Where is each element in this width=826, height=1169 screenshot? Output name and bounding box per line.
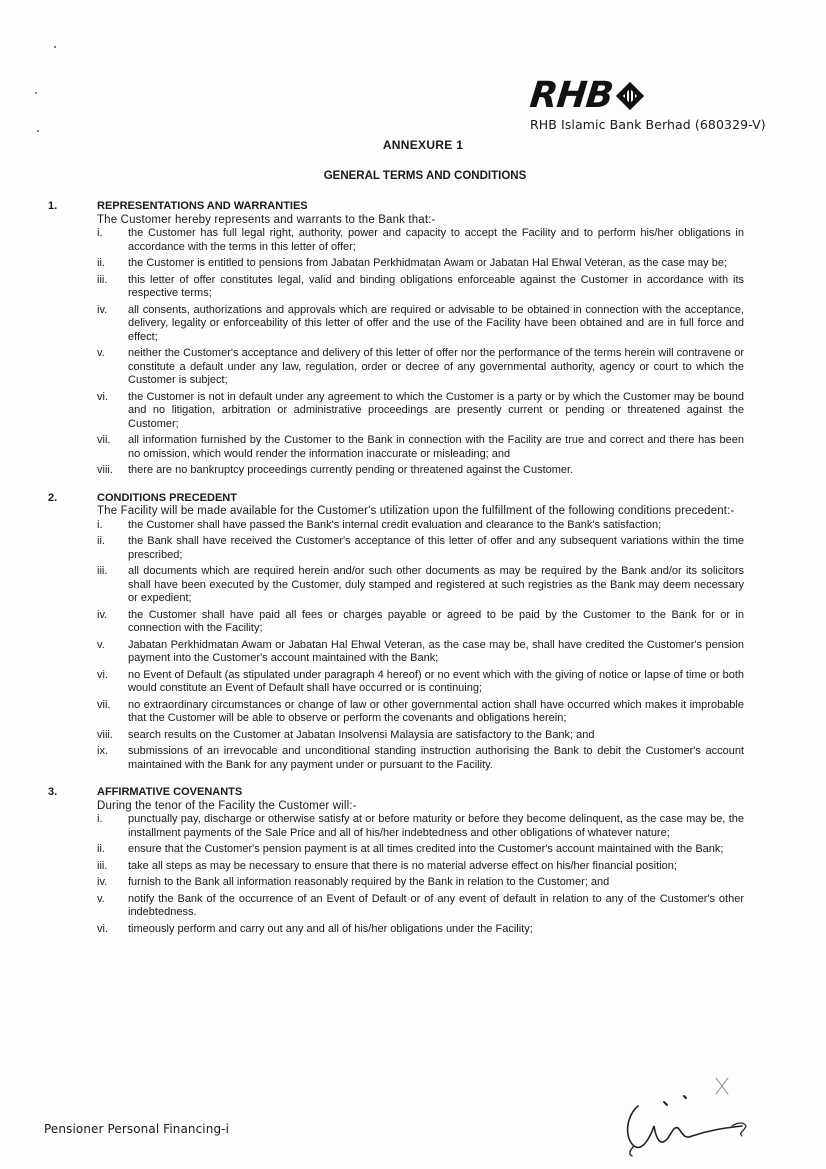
clause-numeral: viii. xyxy=(97,464,113,476)
section-heading: AFFIRMATIVE COVENANTS xyxy=(97,786,243,798)
document-subtitle: GENERAL TERMS AND CONDITIONS xyxy=(323,170,527,182)
clause-item xyxy=(97,274,744,301)
scan-speck xyxy=(37,130,39,132)
clause-text: no Event of Default (as stipulated under paragraph 4 hereof) or no event which with the giving of notice or lapse of time or both would constitute an Event of Default shall have occurred or is continuing; xyxy=(128,668,744,694)
clause-text: furnish to the Bank all information reasonably required by the Bank in relation to the Customer; and xyxy=(128,876,610,888)
clause-item xyxy=(97,639,744,666)
clause-item xyxy=(97,876,744,890)
clause-numeral: i. xyxy=(97,518,103,531)
section-heading: REPRESENTATIONS AND WARRANTIES xyxy=(97,200,308,212)
clause-item xyxy=(97,893,744,920)
clause-numeral: iii. xyxy=(97,565,108,577)
clause-text: all documents which are required herein and/or such other documents as may be required by the Bank and/or its solicitors shall have been executed by the Customer, duly stamped and registered at such registries as the Bank may deem necessary or expedient; xyxy=(128,565,744,604)
section-number: 1. xyxy=(48,200,58,212)
bank-logo xyxy=(527,75,766,132)
clause-item xyxy=(97,609,744,636)
clause-item xyxy=(97,699,744,726)
clause-text: submissions of an irrevocable and unconditional standing instruction authorising the Bank to debit the Customer's account maintained with the Bank for any payment under or pursuant to the Facility. xyxy=(128,745,744,771)
clause-numeral: v. xyxy=(97,347,105,359)
clause-numeral: iii. xyxy=(97,859,108,872)
clause-numeral: iii. xyxy=(97,273,108,286)
clause-numeral: ii. xyxy=(97,843,105,855)
clause-numeral: v. xyxy=(97,638,105,651)
clause-text: take all steps as may be necessary to ensure that there is no material adverse effect on his/her financial position; xyxy=(128,859,677,872)
clause-numeral: ix. xyxy=(97,745,108,757)
scan-speck xyxy=(35,92,37,94)
clause-item xyxy=(97,669,744,696)
clause-text: neither the Customer's acceptance and delivery of this letter of offer nor the performance of the terms herein will contravene or constitute a default under any law, regulation, order or decree of any governmental authority, agency or court to which the Customer is subject; xyxy=(128,347,744,386)
clause-item xyxy=(97,843,744,857)
clause-item xyxy=(97,860,744,874)
section-intro: The Customer hereby represents and warrants to the Bank that:- xyxy=(97,213,436,226)
section-representations xyxy=(44,200,744,478)
clause-numeral: i. xyxy=(97,813,103,825)
clause-item xyxy=(97,347,744,388)
clause-text: all consents, authorizations and approvals which are required or advisable to be obtained in connection with the acceptance, delivery, legality or enforceability of this letter of offer and the use of the Facility have been obtained and are in full force and effect; xyxy=(128,303,744,343)
clause-list xyxy=(44,227,744,478)
clause-text: the Customer has full legal right, authority, power and capacity to accept the Facility and to perform his/her obligations in accordance with the terms in this letter of offer; xyxy=(128,227,744,253)
clause-item xyxy=(97,729,744,743)
clause-item xyxy=(97,391,744,432)
footer-product-label: Pensioner Personal Financing-i xyxy=(44,1122,230,1136)
clause-text: this letter of offer constitutes legal, valid and binding obligations enforceable against the Customer in accordance with its respective terms; xyxy=(128,273,744,299)
clause-text: search results on the Customer at Jabatan Insolvensi Malaysia are satisfactory to the Bank; and xyxy=(128,728,595,741)
clause-list xyxy=(44,519,744,773)
clause-text: all information furnished by the Customer to the Bank in connection with the Facility are true and correct and there has been no omission, which would render the information inaccurate or misleading; and xyxy=(128,434,744,460)
annexure-title: ANNEXURE 1 xyxy=(382,138,464,152)
clause-text: there are no bankruptcy proceedings currently pending or threatened against the Customer. xyxy=(128,464,574,476)
clause-item xyxy=(97,565,744,606)
clause-item xyxy=(97,257,744,271)
logo-diamond-icon xyxy=(616,82,644,110)
clause-text: no extraordinary circumstances or change of law or other governmental action shall have occurred which makes it improbable that the Customer will be able to observe or perform the covenants and obligations herein; xyxy=(128,698,744,724)
clause-list xyxy=(44,813,744,936)
bank-name: RHB Islamic Bank Berhad (680329-V) xyxy=(530,117,766,132)
clause-numeral: v. xyxy=(97,892,105,905)
logo-wordmark: RHB xyxy=(527,75,615,116)
clause-text: notify the Bank of the occurrence of an Event of Default or of any event of default in relation to any of the Customer's other indebtedness. xyxy=(128,892,744,918)
clause-item xyxy=(97,745,744,772)
section-intro: During the tenor of the Facility the Customer will:- xyxy=(97,799,357,812)
clause-numeral: vi. xyxy=(97,390,108,403)
clause-item xyxy=(97,227,744,254)
section-affirmative-covenants xyxy=(44,786,744,936)
section-intro: The Facility will be made available for the Customer's utilization upon the fulfillment of the following conditions precedent:- xyxy=(97,505,735,517)
clause-numeral: ii. xyxy=(97,535,105,547)
clause-numeral: iv. xyxy=(97,876,108,888)
clause-numeral: viii. xyxy=(97,728,113,741)
clause-text: ensure that the Customer's pension payment is at all times credited into the Customer's account maintained with the Bank; xyxy=(128,843,724,855)
clause-numeral: vii. xyxy=(97,434,111,446)
clause-item xyxy=(97,434,744,461)
clause-numeral: vii. xyxy=(97,698,111,711)
clause-numeral: iv. xyxy=(97,303,108,316)
clause-text: timeously perform and carry out any and all of his/her obligations under the Facility; xyxy=(128,922,533,935)
clause-item xyxy=(97,464,744,478)
section-conditions-precedent xyxy=(44,492,744,773)
terms-content xyxy=(44,200,744,939)
clause-item xyxy=(97,923,744,937)
clause-item xyxy=(97,813,744,840)
clause-item xyxy=(97,535,744,562)
handwritten-signature xyxy=(620,1068,770,1158)
clause-text: punctually pay, discharge or otherwise satisfy at or before maturity or before they become delinquent, as the case may be, the installment payments of the Sale Price and all of his/her indebtedness and other obligations of whatever nature; xyxy=(128,813,744,839)
clause-item xyxy=(97,519,744,533)
clause-text: the Customer is entitled to pensions from Jabatan Perkhidmatan Awam or Jabatan Hal Ehwal Veteran, as the case may be; xyxy=(128,257,728,269)
section-number: 3. xyxy=(48,786,58,798)
clause-text: Jabatan Perkhidmatan Awam or Jabatan Hal Ehwal Veteran, as the case may be, shall have credited the Customer's pension payment into the Customer's account maintained with the Bank; xyxy=(128,638,744,664)
clause-numeral: ii. xyxy=(97,257,105,269)
section-number: 2. xyxy=(48,491,58,504)
clause-numeral: vi. xyxy=(97,922,108,935)
scan-speck xyxy=(54,46,56,48)
clause-text: the Bank shall have received the Customer's acceptance of this letter of offer and any subsequent variations within the time prescribed; xyxy=(128,535,744,561)
clause-item xyxy=(97,304,744,345)
clause-numeral: vi. xyxy=(97,668,108,681)
clause-text: the Customer shall have paid all fees or charges payable or agreed to be paid by the Customer to the Bank for or in connection with the Facility; xyxy=(128,608,744,634)
clause-numeral: iv. xyxy=(97,608,108,621)
clause-numeral: i. xyxy=(97,227,103,239)
clause-text: the Customer is not in default under any agreement to which the Customer is a party or by which the Customer may be bound and no litigation, arbitration or administrative proceedings are presently current or pending or threatened against the Customer; xyxy=(128,390,744,430)
clause-text: the Customer shall have passed the Bank's internal credit evaluation and clearance to the Bank's satisfaction; xyxy=(128,518,662,531)
section-heading: CONDITIONS PRECEDENT xyxy=(97,491,237,504)
